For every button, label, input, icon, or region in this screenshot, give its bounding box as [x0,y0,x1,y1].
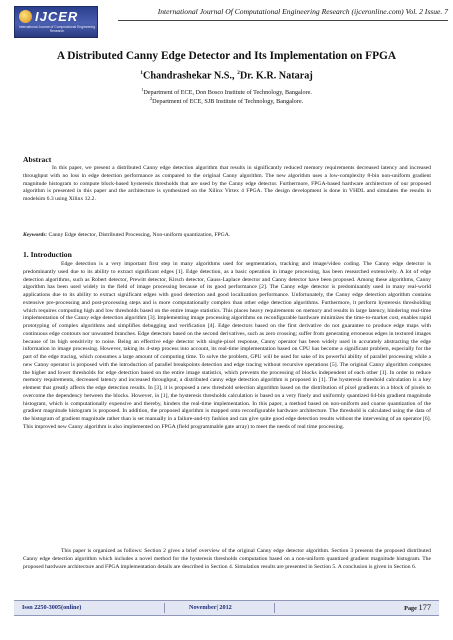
affiliation-1-sup: 1 [141,87,144,92]
page-header [14,6,448,40]
author-2-sup: 2 [237,70,240,76]
page-footer [14,600,439,616]
ijcer-logo [14,6,98,38]
footer-date: November| 2012 [189,604,232,611]
abstract-text: In this paper, we present a distributed Canny edge detection algorithm that results in significantly reduced memory requirements decreased latency and increased throughput with no loss in edge detection performance as compared to the original Canny algorithm. The new algorithm uses a low-complexity 8-bin non-uniform gradient magnitude histogram to compute block-based hysteresis thresholds that are used by the Canny edge detector. Furthermore, FPGA-based hardware architecture of our proposed algorithm is presented in this paper and the architecture is synthesized on the Xilinx Virtex 4 FPGA. The design development is done in VHDL and simulates the results in modelsim 6.3 using Xilinx 12.2. [23,165,431,202]
journal-line: International Journal Of Computational Engineering Research (ijceronline.com) Vol. 2 Issue. 7 [157,7,448,16]
keywords-line [23,232,431,238]
author-1-name: Chandrashekar N.S., [143,70,235,82]
keywords-label: Keywords [23,232,46,238]
logo-tagline: International Journal of Computational Engineering Research [18,25,96,33]
affiliation-2-text: Department of ECE, SJB Institute of Technology, Bangalore. [152,98,304,106]
logo-emblem-icon [19,10,32,23]
author-line [14,70,439,81]
footer-separator [164,603,165,613]
affiliation-2 [14,96,439,105]
intro-paragraph-1: Edge detection is a very important first step in many algorithms used for segmentation, tracking and image/video coding. The Canny edge detector is predominantly used due to its ability to extract significant edges [1]. Edge detection, as a basic operation in image processing, has been researched extensively. A lot of edge detection algorithms, such as Robert detector, Prewitt detector, Kirsch detector, Gauss-Laplace detector and Canny detector have been proposed. Among these algorithms, Canny algorithm has been used widely in the field of image processing because of its good performance [2]. The Canny edge detector is predominantly used in many real-world applications due to its ability to extract significant edges with good detection and good localization performance. Unfortunately, the Canny edge detection algorithm contains extensive pre-processing and post-processing steps and is more computationally complex than other edge detection algorithms. Furthermore, it perform hysteresis thresholding which requires computing high and low thresholds based on the entire image statistics. This places heavy requirements on memory and results in large latency, hindering real-time implementation of the Canny edge detection algorithm [3]. Implementing image processing algorithms on reconfigurable hardware minimizes the time-to-market cost, enables rapid prototyping of complex algorithms and simplifies debugging and verification [4]. Edge detectors based on the first derivative do not guarantee to produce edge maps with continuous edge contours nor unwanted branches. Edge detectors based on the second derivatives, such as zero crossing; suffer from generating erroneous edges in textured images because of its high sensitivity to noise. Being an effective edge detector with single-pixel response, Canny operator has been widely used in accurately abstracting the edge information in image processing. However, taking its 4-step process into account, its real-time implementation based on CPU has become a significant problem, especially for the part of the edge tracing, which consumes a large amount of computing time. To solve the problem, GPU will be used for sake of its powerful ability of parallel processing while a new Canny operator is proposed with the introduction of parallel breakpoints detection and edge tracing without recursive operations [5]. The original Canny algorithm computes the higher and lower thresholds for edge detection based on the entire image statistics, which prevents the processing of blocks independent of each other [1]. In order to reduce memory requirements, decreased latency and increased throughput, a distributed canny edge detection algorithm is proposed in [1]. The hysteresis threshold calculation is a key element that greatly affects the edge detection results. In [3], it is proposed a new threshold selection algorithm based on the distribution of pixel gradients in a block of pixels to overcome the dependency between the blocks. However, in [1], the hysteresis thresholds calculation is based on a very finely and uniformly quantized 64-bin gradient magnitude histogram, which is computationally expensive and thereby, hinders the real-time implementation. In this paper, a method based on non-uniform and coarse quantization of the gradient magnitude histogram is proposed. In addition, the proposed algorithm is mapped onto reconfigurable hardware architecture. The threshold is calculated using the data of the histogram of gradient magnitude rather than is set manually in a failure-and-try fashion and can give quite good edge detection results without the intervening of an operator [6]. This improved new Canny algorithm is also implemented on FPGA (field programmable gate array) to meet the needs of real time processing. [23,261,431,430]
affiliation-2-sup: 2 [149,96,153,101]
intro-paragraph-2: This paper is organized as follows: Section 2 gives a brief overview of the original Canny edge detector algorithm. Section 3 presents the proposed distributed Canny edge detection algorithm which includes a novel method for the hysteresis thresholds computation based on a non-uniform quantized gradient magnitude histogram. The proposed hardware architecture and FPGA implementation details are described in Section 4. Simulation results are presented in Section 5. A conclusion is given in Section 6. [23,548,431,570]
logo-name: IJCER [35,9,79,24]
author-2-name: Dr. K.R. Nataraj [239,70,313,82]
footer-separator [274,603,275,613]
affiliation-1 [14,87,439,96]
footer-page [404,603,431,612]
footer-page-label: Page [404,605,417,612]
footer-issn: Issn 2250-3005(online) [22,604,82,611]
keywords-text: : Canny Edge detector, Distributed Processing, Non-uniform quantization, FPGA. [45,232,231,238]
header-divider [118,20,448,21]
affiliation-1-text: Department of ECE, Don Bosco Institute of Technology, Bangalore. [143,89,312,97]
abstract-heading: Abstract [23,155,52,164]
section-heading: 1. Introduction [23,250,72,259]
paper-title: A Distributed Canny Edge Detector and Its Implementation on FPGA [56,50,397,62]
footer-page-number: 177 [418,603,431,612]
author-1-sup: 1 [140,70,143,76]
